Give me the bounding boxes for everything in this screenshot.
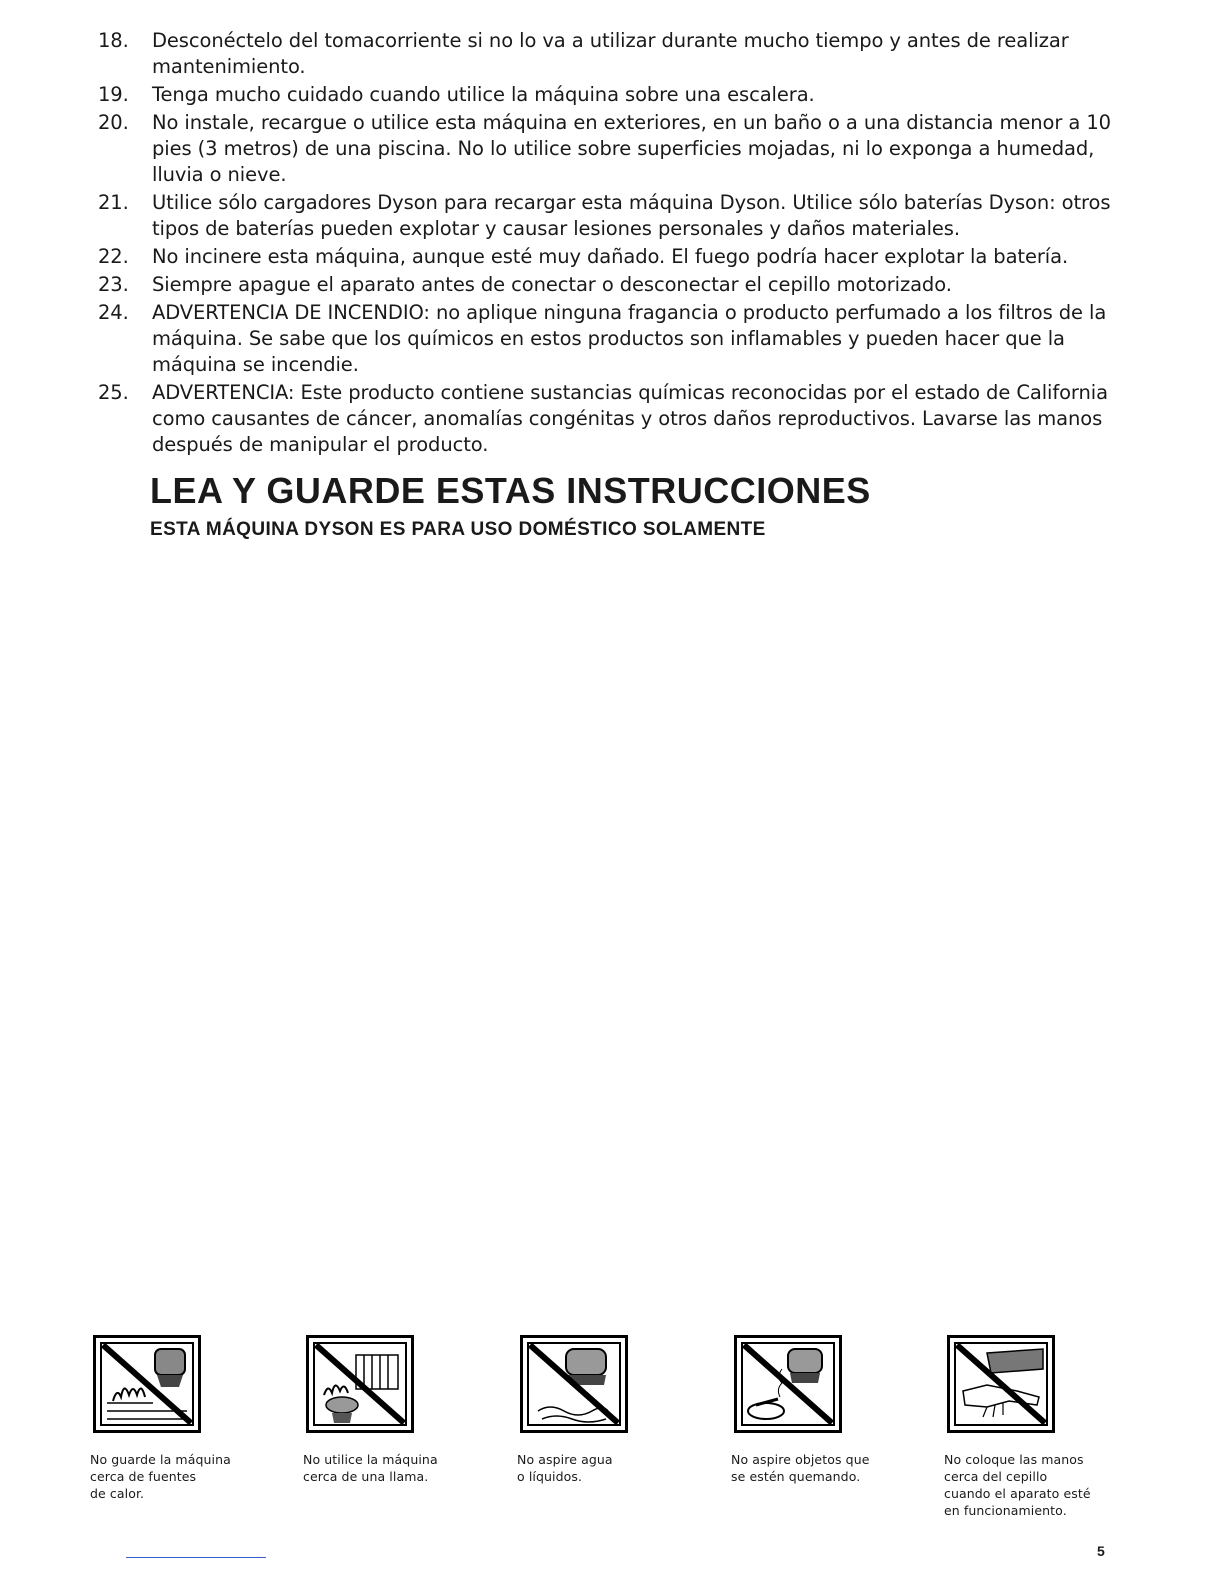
warning-caption: No aspire agua o líquidos.: [517, 1452, 613, 1484]
rule-item: [98, 244, 1128, 270]
rule-text: No instale, recargue o utilice esta máquina en exteriores, en un baño o a una distancia menor a 10 pies (3 metros) de una piscina. No lo utilice sobre superficies mojadas, ni lo exponga a humedad, lluvia o nieve.: [152, 111, 1111, 186]
rule-item: [98, 380, 1128, 458]
instructions-heading: LEA Y GUARDE ESTAS INSTRUCCIONES: [150, 470, 871, 511]
warning-caption: No utilice la máquina cerca de una llama.: [303, 1452, 438, 1484]
warning-flame: [303, 1335, 473, 1485]
rule-number: 25.: [98, 381, 129, 404]
rule-number: 23.: [98, 273, 129, 296]
warning-icons-row: [90, 1335, 1150, 1535]
rule-text: Siempre apague el aparato antes de conectar o desconectar el cepillo motorizado.: [152, 273, 952, 296]
rule-number: 22.: [98, 245, 129, 268]
rule-text: Desconéctelo del tomacorriente si no lo va a utilizar durante mucho tiempo y antes de realizar mantenimiento.: [152, 29, 1069, 78]
rule-item: [98, 190, 1128, 242]
warning-burning-objects: [731, 1335, 901, 1485]
no-flame-icon: [306, 1335, 414, 1433]
rule-text: Tenga mucho cuidado cuando utilice la máquina sobre una escalera.: [152, 83, 815, 106]
rule-item: [98, 272, 1128, 298]
domestic-use-subheading: ESTA MÁQUINA DYSON ES PARA USO DOMÉSTICO SOLAMENTE: [150, 519, 766, 540]
warning-heat-source: [90, 1335, 260, 1502]
rule-text: ADVERTENCIA DE INCENDIO: no aplique ninguna fragancia o producto perfumado a los filtros de la máquina. Se sabe que los químicos en estos productos son inflamables y pueden hacer que la máquina se incendie.: [152, 301, 1107, 376]
page-number: 5: [1097, 1543, 1105, 1559]
rule-item: [98, 110, 1128, 188]
rule-text: No incinere esta máquina, aunque esté muy dañado. El fuego podría hacer explotar la batería.: [152, 245, 1069, 268]
warning-hands-near-brush: [944, 1335, 1114, 1519]
rule-number: 19.: [98, 83, 129, 106]
rule-number: 18.: [98, 29, 129, 52]
rule-item: [98, 300, 1128, 378]
rule-number: 20.: [98, 111, 129, 134]
no-burning-objects-icon: [734, 1335, 842, 1433]
rule-number: 21.: [98, 191, 129, 214]
warning-caption: No aspire objetos que se estén quemando.: [731, 1452, 870, 1484]
no-heat-source-icon: [93, 1335, 201, 1433]
safety-rules-list: [98, 28, 1128, 460]
warning-caption: No coloque las manos cerca del cepillo cuando el aparato esté en funcionamiento.: [944, 1452, 1091, 1518]
footer-rule: [126, 1557, 266, 1558]
rule-item: [98, 28, 1128, 80]
rule-item: [98, 82, 1128, 108]
rule-text: ADVERTENCIA: Este producto contiene sustancias químicas reconocidas por el estado de California como causantes de cáncer, anomalías congénitas y otros daños reproductivos. Lavarse las manos después de manipular el producto.: [152, 381, 1108, 456]
warning-liquids: [517, 1335, 687, 1485]
no-hands-near-brush-icon: [947, 1335, 1055, 1433]
warning-caption: No guarde la máquina cerca de fuentes de calor.: [90, 1452, 231, 1501]
rule-number: 24.: [98, 301, 129, 324]
no-liquids-icon: [520, 1335, 628, 1433]
rule-text: Utilice sólo cargadores Dyson para recargar esta máquina Dyson. Utilice sólo baterías Dyson: otros tipos de baterías pueden explotar y causar lesiones personales y daños materiales.: [152, 191, 1111, 240]
